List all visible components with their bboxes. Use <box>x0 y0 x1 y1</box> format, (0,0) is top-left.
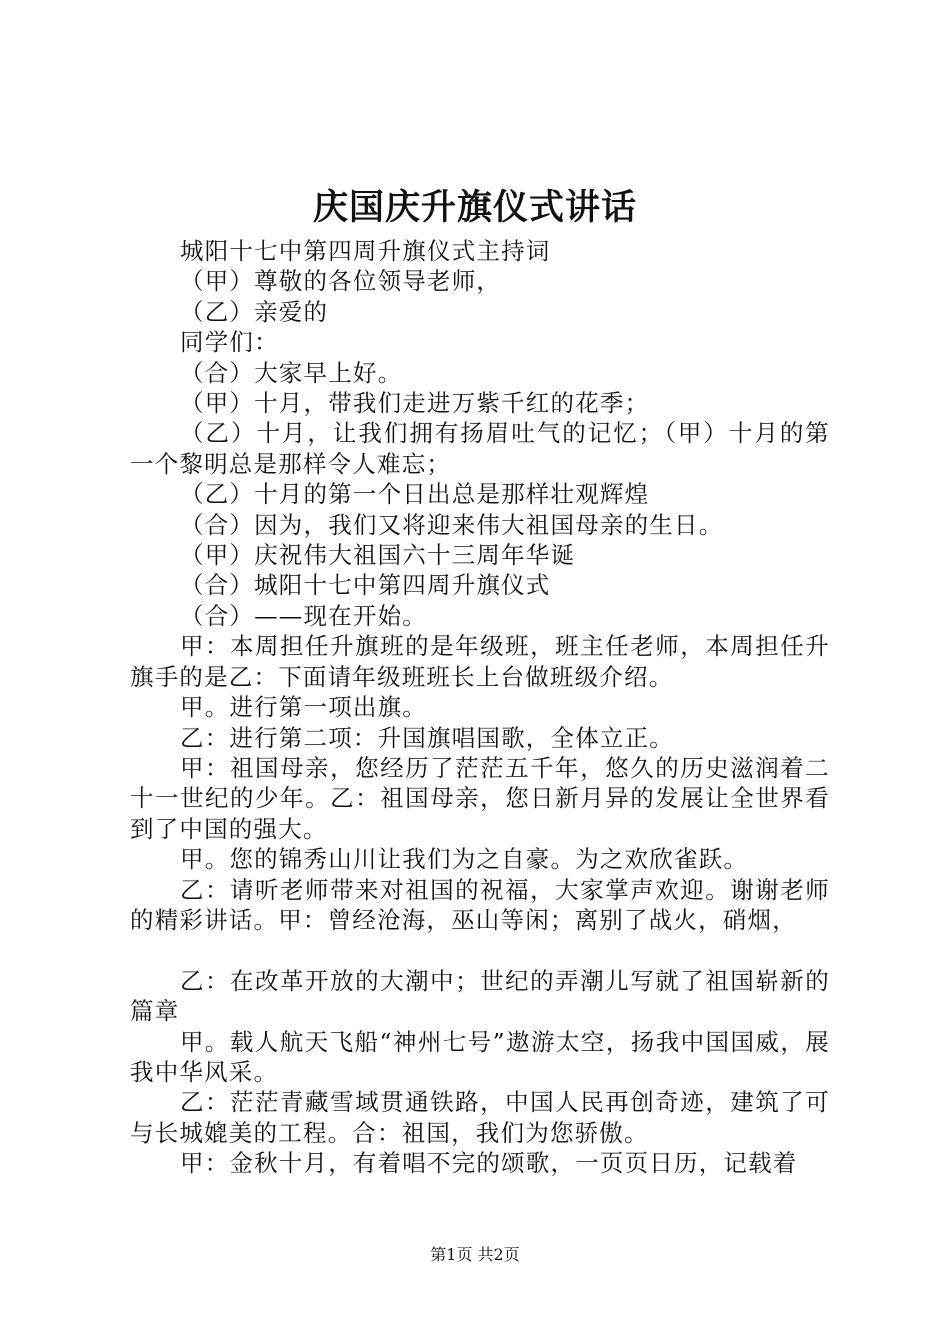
paragraph: 甲。进行第一项出旗。 <box>180 693 427 722</box>
paragraph: （合）城阳十七中第四周升旗仪式 <box>180 571 551 600</box>
paragraph: 甲：祖国母亲，您经历了茫茫五千年，悠久的历史滋润着二十一世纪的少年。乙：祖国母亲，您日新月异的发展让全世界看到了中国的强大。 <box>130 753 830 843</box>
blank-line <box>130 935 830 965</box>
paragraph: （合）因为，我们又将迎来伟大祖国母亲的生日。 <box>180 510 724 539</box>
page-number-footer: 第1页 共2页 <box>430 1245 520 1264</box>
paragraph: 乙：进行第二项：升国旗唱国歌，全体立正。 <box>180 723 674 752</box>
paragraph: （合）——现在开始。 <box>180 601 427 630</box>
paragraph: 甲：本周担任升旗班的是年级班，班主任老师，本周担任升旗手的是乙：下面请年级班班长上台做班级介绍。 <box>130 632 830 691</box>
paragraph: 甲。载人航天飞船“神州七号”遨游太空，扬我中国国威，展我中华风采。 <box>130 1027 830 1086</box>
paragraph: 甲：金秋十月，有着唱不完的颂歌，一页页日历，记载着 <box>180 1149 798 1178</box>
paragraph: 乙：请听老师带来对祖国的祝福，大家掌声欢迎。谢谢老师的精彩讲话。甲：曾经沧海，巫山等闲；离别了战火，硝烟， <box>130 875 830 934</box>
paragraph: 乙：茫茫青藏雪域贯通铁路，中国人民再创奇迹，建筑了可与长城媲美的工程。合：祖国，我们为您骄傲。 <box>130 1088 830 1147</box>
paragraph: （甲）庆祝伟大祖国六十三周年华诞 <box>180 541 576 570</box>
paragraph: （甲）十月，带我们走进万紫千红的花季； <box>180 389 650 418</box>
paragraph: 乙：在改革开放的大潮中；世纪的弄潮儿写就了祖国崭新的篇章 <box>130 966 830 1026</box>
paragraph: 城阳十七中第四周升旗仪式主持词 <box>180 237 551 265</box>
document-body <box>130 236 830 1179</box>
paragraph: （合）大家早上好。 <box>180 358 403 387</box>
paragraph: 同学们： <box>180 328 279 357</box>
paragraph: （乙）十月的第一个日出总是那样壮观辉煌 <box>180 480 650 509</box>
paragraph: （甲）尊敬的各位领导老师， <box>180 267 502 296</box>
paragraph: 甲。您的锦秀山川让我们为之自豪。为之欢欣雀跃。 <box>180 845 749 874</box>
paragraph: （乙）亲爱的 <box>180 297 329 326</box>
paragraph: （乙）十月，让我们拥有扬眉吐气的记忆；（甲）十月的第一个黎明总是那样令人难忘； <box>130 419 830 478</box>
document-title: 庆国庆升旗仪式讲话 <box>312 187 637 228</box>
